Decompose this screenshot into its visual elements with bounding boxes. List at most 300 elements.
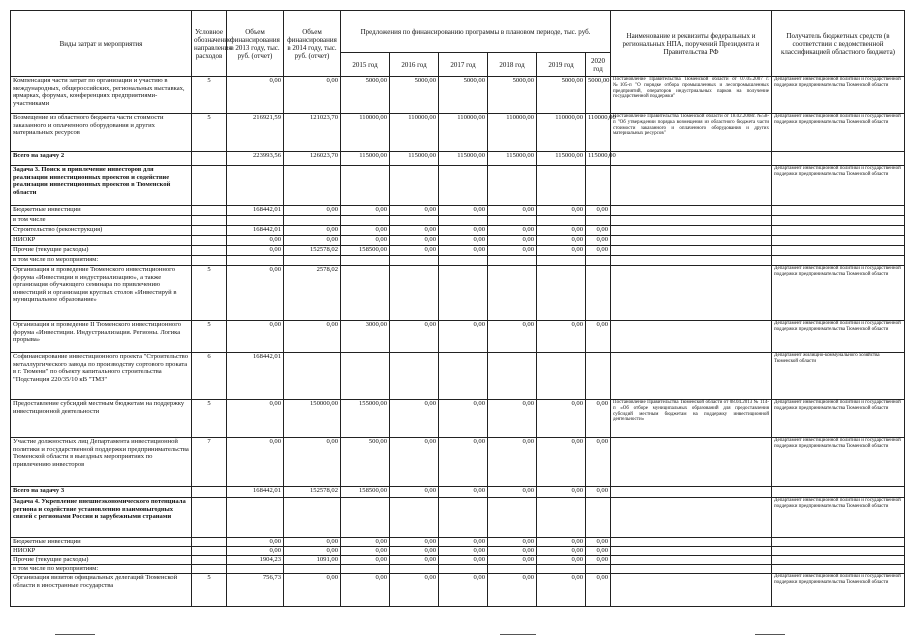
value-2015-cell [341, 166, 390, 206]
value-2018-cell: 0,00 [488, 538, 537, 547]
row-name-cell: Организация и проведение II Тюменского инвестиционного форума «Инвестиции. Индустриализация. Регионы. Логика прорыва» [11, 321, 192, 353]
direction-code-cell: 5 [192, 574, 227, 607]
header-year-2020: 2020 год [586, 53, 611, 77]
value-2018-cell [488, 256, 537, 266]
value-2016-cell: 0,00 [390, 547, 439, 556]
value-2020-cell: 0,00 [586, 321, 611, 353]
row-name-cell: Участие должностных лиц Департамента инвестиционной политики и государственной поддержки предпринимательства Тюменской области в выездных мероприятиях по привлечению инвесторов [11, 438, 192, 487]
value-2016-cell [390, 565, 439, 574]
legal-act-cell [611, 547, 772, 556]
value-2013-cell: 168442,01 [227, 353, 284, 400]
direction-code-cell: 5 [192, 77, 227, 114]
value-2015-cell [341, 498, 390, 538]
value-2018-cell: 0,00 [488, 438, 537, 487]
table-row [11, 353, 905, 400]
legal-act-cell [611, 538, 772, 547]
value-2020-cell: 0,00 [586, 236, 611, 246]
direction-code-cell [192, 152, 227, 166]
value-2018-cell: 0,00 [488, 226, 537, 236]
value-2016-cell: 0,00 [390, 438, 439, 487]
value-2019-cell: 0,00 [537, 547, 586, 556]
budget-recipient-cell [772, 487, 905, 498]
value-2013-cell [227, 256, 284, 266]
value-2017-cell: 0,00 [439, 400, 488, 438]
value-2018-cell: 5000,00 [488, 77, 537, 114]
value-2018-cell [488, 216, 537, 226]
value-2018-cell: 0,00 [488, 487, 537, 498]
row-name-cell: Организация и проведение Тюменского инвестиционного форума «Инвестиции в индустриализацию», а также организация обучающего семинара по привлечению инвестиций и организация круглых столов «Инвестируй в муниципальное образование» [11, 266, 192, 321]
legal-act-cell [611, 487, 772, 498]
value-2015-cell [341, 353, 390, 400]
value-2020-cell: 0,00 [586, 400, 611, 438]
row-name-cell: Бюджетные инвестиции [11, 538, 192, 547]
budget-recipient-cell: Департамент жилищно-коммунального хозяйства Тюменской области [772, 353, 905, 400]
value-2020-cell: 5000,00 [586, 77, 611, 114]
value-2014-cell: 1091,00 [284, 556, 341, 565]
legal-act-cell [611, 236, 772, 246]
value-2017-cell: 0,00 [439, 487, 488, 498]
value-2013-cell: 216921,59 [227, 114, 284, 152]
legal-act-cell [611, 226, 772, 236]
row-name-cell: НИОКР [11, 236, 192, 246]
direction-code-cell [192, 226, 227, 236]
value-2014-cell: 152578,02 [284, 487, 341, 498]
value-2018-cell: 0,00 [488, 400, 537, 438]
direction-code-cell [192, 246, 227, 256]
table-row [11, 556, 905, 565]
legal-act-cell [611, 574, 772, 607]
value-2015-cell: 0,00 [341, 538, 390, 547]
header-planned-period: Предложения по финансированию программы в плановом периоде, тыс. руб. [341, 11, 611, 53]
value-2018-cell: 110000,00 [488, 114, 537, 152]
value-2017-cell: 0,00 [439, 547, 488, 556]
table-row [11, 256, 905, 266]
value-2016-cell: 0,00 [390, 236, 439, 246]
value-2019-cell [537, 166, 586, 206]
value-2015-cell: 0,00 [341, 226, 390, 236]
value-2014-cell: 0,00 [284, 226, 341, 236]
value-2014-cell: 121023,70 [284, 114, 341, 152]
value-2016-cell: 0,00 [390, 226, 439, 236]
value-2015-cell [341, 216, 390, 226]
value-2018-cell [488, 166, 537, 206]
value-2018-cell: 0,00 [488, 556, 537, 565]
budget-recipient-cell [772, 152, 905, 166]
value-2020-cell: 0,00 [586, 206, 611, 216]
value-2019-cell: 0,00 [537, 206, 586, 216]
legal-act-cell: Постановление Правительства Тюменской области от 18.02.2008г. №58-п "Об утверждении порядка возмещения из областного бюджета части стоимости заказанного и оплаченного оборудования и других материальных ресурсов" [611, 114, 772, 152]
value-2020-cell [586, 216, 611, 226]
budget-recipient-cell: Департамент инвестиционной политики и государственной поддержки предпринимательства Тюменской области [772, 498, 905, 538]
table-row [11, 77, 905, 114]
value-2015-cell [341, 565, 390, 574]
value-2017-cell: 0,00 [439, 556, 488, 565]
row-name-cell: Возмещение из областного бюджета части стоимости заказанного и оплаченного оборудования и других материальных ресурсов [11, 114, 192, 152]
direction-code-cell: 5 [192, 400, 227, 438]
budget-recipient-cell: Департамент инвестиционной политики и государственной поддержки предпринимательства Тюменской области [772, 77, 905, 114]
legal-act-cell [611, 438, 772, 487]
direction-code-cell: 5 [192, 114, 227, 152]
value-2018-cell [488, 266, 537, 321]
value-2013-cell: 168442,01 [227, 487, 284, 498]
table-row [11, 166, 905, 206]
budget-recipient-cell: Департамент инвестиционной политики и государственной поддержки предпринимательства Тюменской области [772, 574, 905, 607]
table-row [11, 206, 905, 216]
value-2017-cell [439, 353, 488, 400]
scan-artifact [755, 634, 785, 635]
table-row [11, 246, 905, 256]
value-2013-cell: 0,00 [227, 400, 284, 438]
row-name-cell: Строительство (реконструкция) [11, 226, 192, 236]
header-year-2017: 2017 год [439, 53, 488, 77]
budget-recipient-cell: Департамент инвестиционной политики и государственной поддержки предпринимательства Тюменской области [772, 321, 905, 353]
table-row [11, 226, 905, 236]
value-2013-cell: 0,00 [227, 547, 284, 556]
value-2018-cell: 0,00 [488, 574, 537, 607]
budget-recipient-cell [772, 556, 905, 565]
value-2014-cell: 0,00 [284, 574, 341, 607]
value-2019-cell [537, 353, 586, 400]
row-name-cell: Предоставление субсидий местным бюджетам на поддержку инвестиционной деятельности [11, 400, 192, 438]
budget-recipient-cell [772, 226, 905, 236]
value-2013-cell: 0,00 [227, 321, 284, 353]
value-2020-cell: 0,00 [586, 226, 611, 236]
value-2020-cell [586, 498, 611, 538]
table-row [11, 216, 905, 226]
legal-act-cell: Постановление Правительства Тюменской области от 07.05.2007 г. №105-п "О порядке отбора промышленных и лесопромышленных предприятий, операторов индустриальных парков на получение государственной поддержки" [611, 77, 772, 114]
value-2020-cell: 110000,00 [586, 114, 611, 152]
value-2017-cell [439, 166, 488, 206]
direction-code-cell [192, 166, 227, 206]
legal-act-cell [611, 498, 772, 538]
value-2015-cell: 0,00 [341, 206, 390, 216]
value-2014-cell: 0,00 [284, 321, 341, 353]
value-2013-cell: 0,00 [227, 266, 284, 321]
scan-bottom-edge [0, 630, 905, 640]
value-2019-cell: 0,00 [537, 246, 586, 256]
direction-code-cell: 5 [192, 321, 227, 353]
header-budget-recipient: Получатель бюджетных средств (в соответствии с ведомственной классификацией областного бюджета) [772, 11, 905, 77]
value-2014-cell [284, 565, 341, 574]
row-name-cell: Всего на задачу 2 [11, 152, 192, 166]
value-2016-cell: 0,00 [390, 487, 439, 498]
value-2018-cell [488, 498, 537, 538]
value-2016-cell: 0,00 [390, 321, 439, 353]
value-2014-cell: 0,00 [284, 236, 341, 246]
value-2018-cell: 0,00 [488, 236, 537, 246]
value-2016-cell [390, 216, 439, 226]
value-2017-cell: 0,00 [439, 246, 488, 256]
value-2013-cell: 0,00 [227, 246, 284, 256]
value-2017-cell [439, 256, 488, 266]
value-2016-cell [390, 353, 439, 400]
value-2017-cell: 110000,00 [439, 114, 488, 152]
value-2014-cell [284, 256, 341, 266]
direction-code-cell [192, 498, 227, 538]
table-row [11, 574, 905, 607]
value-2020-cell: 115000,00 [586, 152, 611, 166]
value-2014-cell: 0,00 [284, 206, 341, 216]
value-2020-cell: 0,00 [586, 438, 611, 487]
budget-recipient-cell [772, 216, 905, 226]
value-2020-cell: 0,00 [586, 246, 611, 256]
budget-recipient-cell [772, 538, 905, 547]
value-2016-cell: 0,00 [390, 246, 439, 256]
value-2015-cell: 500,00 [341, 438, 390, 487]
value-2013-cell: 0,00 [227, 236, 284, 246]
value-2020-cell [586, 256, 611, 266]
row-name-cell: Софинансирование инвестиционного проекта "Строительство металлургического завода по производству сортового проката в г. Тюмени" по объекту капитального строительства "Подстанция 220/35/10 кВ "ТМЗ" [11, 353, 192, 400]
scan-artifact [500, 634, 536, 635]
value-2017-cell: 0,00 [439, 206, 488, 216]
value-2015-cell: 0,00 [341, 574, 390, 607]
budget-recipient-cell [772, 256, 905, 266]
budget-recipient-cell [772, 236, 905, 246]
header-expense-types: Виды затрат и мероприятия [11, 11, 192, 77]
value-2016-cell [390, 256, 439, 266]
value-2015-cell: 158500,00 [341, 487, 390, 498]
value-2019-cell: 110000,00 [537, 114, 586, 152]
value-2020-cell: 0,00 [586, 487, 611, 498]
legal-act-cell [611, 565, 772, 574]
value-2015-cell: 0,00 [341, 236, 390, 246]
table-row [11, 498, 905, 538]
row-name-cell: в том числе по мероприятиям: [11, 565, 192, 574]
value-2019-cell: 0,00 [537, 236, 586, 246]
budget-table-sheet [10, 10, 904, 607]
row-name-cell: Прочие (текущие расходы) [11, 556, 192, 565]
value-2018-cell: 0,00 [488, 321, 537, 353]
legal-act-cell [611, 556, 772, 565]
row-name-cell: в том числе [11, 216, 192, 226]
direction-code-cell [192, 256, 227, 266]
legal-act-cell [611, 216, 772, 226]
header-year-2015: 2015 год [341, 53, 390, 77]
table-header [11, 11, 905, 77]
direction-code-cell [192, 538, 227, 547]
budget-recipient-cell: Департамент инвестиционной политики и государственной поддержки предпринимательства Тюменской области [772, 166, 905, 206]
value-2018-cell [488, 353, 537, 400]
value-2015-cell: 110000,00 [341, 114, 390, 152]
value-2013-cell [227, 565, 284, 574]
table-row [11, 152, 905, 166]
value-2017-cell: 0,00 [439, 226, 488, 236]
direction-code-cell [192, 236, 227, 246]
value-2015-cell: 0,00 [341, 547, 390, 556]
value-2014-cell: 0,00 [284, 438, 341, 487]
value-2014-cell: 0,00 [284, 547, 341, 556]
value-2019-cell [537, 216, 586, 226]
value-2014-cell: 2578,02 [284, 266, 341, 321]
value-2013-cell: 168442,01 [227, 206, 284, 216]
value-2015-cell [341, 266, 390, 321]
direction-code-cell [192, 556, 227, 565]
table-row [11, 114, 905, 152]
table-row [11, 487, 905, 498]
value-2019-cell [537, 565, 586, 574]
value-2014-cell: 0,00 [284, 538, 341, 547]
value-2014-cell: 152578,02 [284, 246, 341, 256]
row-name-cell: НИОКР [11, 547, 192, 556]
value-2020-cell: 0,00 [586, 538, 611, 547]
value-2019-cell: 0,00 [537, 226, 586, 236]
header-2014-report: Объем финансирования в 2014 году, тыс. руб. (отчет) [284, 11, 341, 77]
legal-act-cell [611, 353, 772, 400]
budget-recipient-cell: Департамент инвестиционной политики и государственной поддержки предпринимательства Тюменской области [772, 114, 905, 152]
header-legal-acts: Наименование и реквизиты федеральных и региональных НПА, поручений Президента и Правительства РФ [611, 11, 772, 77]
value-2014-cell [284, 166, 341, 206]
value-2017-cell: 0,00 [439, 438, 488, 487]
legal-act-cell [611, 266, 772, 321]
value-2017-cell: 0,00 [439, 236, 488, 246]
value-2020-cell [586, 266, 611, 321]
value-2020-cell: 0,00 [586, 547, 611, 556]
value-2020-cell: 0,00 [586, 574, 611, 607]
value-2013-cell [227, 166, 284, 206]
header-direction-code: Условное обозначение направления расходов [192, 11, 227, 77]
value-2013-cell: 0,00 [227, 438, 284, 487]
value-2019-cell: 0,00 [537, 487, 586, 498]
table-row [11, 438, 905, 487]
value-2013-cell: 168442,01 [227, 226, 284, 236]
table-row [11, 565, 905, 574]
value-2017-cell: 115000,00 [439, 152, 488, 166]
scan-artifact [55, 634, 95, 635]
value-2020-cell: 0,00 [586, 556, 611, 565]
value-2016-cell: 5000,00 [390, 77, 439, 114]
header-year-2018: 2018 год [488, 53, 537, 77]
value-2016-cell: 0,00 [390, 574, 439, 607]
table-row [11, 321, 905, 353]
value-2019-cell: 0,00 [537, 556, 586, 565]
row-name-cell: Прочие (текущие расходы) [11, 246, 192, 256]
value-2013-cell [227, 216, 284, 226]
value-2014-cell [284, 216, 341, 226]
row-name-cell: Всего на задачу 3 [11, 487, 192, 498]
value-2013-cell: 1904,23 [227, 556, 284, 565]
value-2016-cell: 0,00 [390, 556, 439, 565]
table-body [11, 77, 905, 607]
value-2018-cell: 0,00 [488, 246, 537, 256]
direction-code-cell [192, 216, 227, 226]
value-2019-cell: 0,00 [537, 321, 586, 353]
value-2017-cell: 0,00 [439, 574, 488, 607]
legal-act-cell [611, 246, 772, 256]
table-row [11, 266, 905, 321]
budget-recipient-cell: Департамент инвестиционной политики и государственной поддержки предпринимательства Тюменской области [772, 400, 905, 438]
direction-code-cell: 7 [192, 438, 227, 487]
value-2016-cell: 115000,00 [390, 152, 439, 166]
direction-code-cell [192, 206, 227, 216]
value-2016-cell: 0,00 [390, 538, 439, 547]
direction-code-cell [192, 487, 227, 498]
legal-act-cell [611, 321, 772, 353]
value-2014-cell [284, 353, 341, 400]
value-2018-cell: 0,00 [488, 206, 537, 216]
row-name-cell: Бюджетные инвестиции [11, 206, 192, 216]
value-2017-cell: 0,00 [439, 538, 488, 547]
table-row [11, 236, 905, 246]
value-2015-cell: 158500,00 [341, 246, 390, 256]
value-2019-cell [537, 498, 586, 538]
budget-recipient-cell [772, 565, 905, 574]
value-2014-cell: 0,00 [284, 77, 341, 114]
value-2019-cell: 115000,00 [537, 152, 586, 166]
value-2019-cell: 0,00 [537, 438, 586, 487]
value-2020-cell [586, 353, 611, 400]
value-2019-cell [537, 256, 586, 266]
value-2020-cell [586, 565, 611, 574]
value-2015-cell: 5000,00 [341, 77, 390, 114]
value-2017-cell: 5000,00 [439, 77, 488, 114]
row-name-cell: в том числе по мероприятиям: [11, 256, 192, 266]
value-2013-cell: 756,73 [227, 574, 284, 607]
header-2013-report: Объем финансирования в 2013 году, тыс. руб. (отчет) [227, 11, 284, 77]
value-2018-cell [488, 565, 537, 574]
value-2015-cell: 3000,00 [341, 321, 390, 353]
legal-act-cell [611, 256, 772, 266]
legal-act-cell [611, 166, 772, 206]
value-2014-cell: 150000,00 [284, 400, 341, 438]
row-name-cell: Задача 4. Укрепление внешнеэкономического потенциала региона и содействие установлению взаимовыгодных связей с регионами России и зарубежными странами [11, 498, 192, 538]
value-2013-cell: 0,00 [227, 77, 284, 114]
budget-recipient-cell [772, 547, 905, 556]
value-2014-cell: 126023,70 [284, 152, 341, 166]
value-2016-cell [390, 498, 439, 538]
legal-act-cell [611, 206, 772, 216]
value-2017-cell [439, 565, 488, 574]
value-2013-cell: 0,00 [227, 538, 284, 547]
value-2013-cell [227, 498, 284, 538]
value-2015-cell: 115000,00 [341, 152, 390, 166]
value-2017-cell: 0,00 [439, 321, 488, 353]
value-2015-cell [341, 256, 390, 266]
direction-code-cell [192, 565, 227, 574]
value-2013-cell: 223993,56 [227, 152, 284, 166]
row-name-cell: Организация визитов официальных делегаций Тюменской области в иностранные государства [11, 574, 192, 607]
value-2017-cell [439, 266, 488, 321]
value-2016-cell [390, 266, 439, 321]
budget-recipient-cell [772, 206, 905, 216]
table-row [11, 538, 905, 547]
header-year-2019: 2019 год [537, 53, 586, 77]
table-row [11, 547, 905, 556]
budget-recipient-cell: Департамент инвестиционной политики и государственной поддержки предпринимательства Тюменской области [772, 266, 905, 321]
value-2016-cell: 110000,00 [390, 114, 439, 152]
value-2016-cell [390, 166, 439, 206]
row-name-cell: Компенсация части затрат по организации и участию в международных, общероссийских, региональных выставках, ярмарках, форумах, конференциях предприятиями-участниками [11, 77, 192, 114]
value-2016-cell: 0,00 [390, 400, 439, 438]
value-2016-cell: 0,00 [390, 206, 439, 216]
value-2015-cell: 0,00 [341, 556, 390, 565]
budget-recipient-cell: Департамент инвестиционной политики и государственной поддержки предпринимательства Тюменской области [772, 438, 905, 487]
value-2019-cell: 5000,00 [537, 77, 586, 114]
value-2017-cell [439, 498, 488, 538]
legal-act-cell: Постановление Правительства Тюменской области от 08.04.2013 № 114-п «Об отборе муниципальных образований для предоставления субсидий местным бюджетам на поддержку инвестиционной деятельности» [611, 400, 772, 438]
value-2019-cell [537, 266, 586, 321]
financing-table [10, 10, 905, 607]
legal-act-cell [611, 152, 772, 166]
table-row [11, 400, 905, 438]
value-2014-cell [284, 498, 341, 538]
budget-recipient-cell [772, 246, 905, 256]
value-2019-cell: 0,00 [537, 400, 586, 438]
value-2019-cell: 0,00 [537, 574, 586, 607]
direction-code-cell: 5 [192, 266, 227, 321]
header-year-2016: 2016 год [390, 53, 439, 77]
value-2017-cell [439, 216, 488, 226]
value-2015-cell: 155000,00 [341, 400, 390, 438]
